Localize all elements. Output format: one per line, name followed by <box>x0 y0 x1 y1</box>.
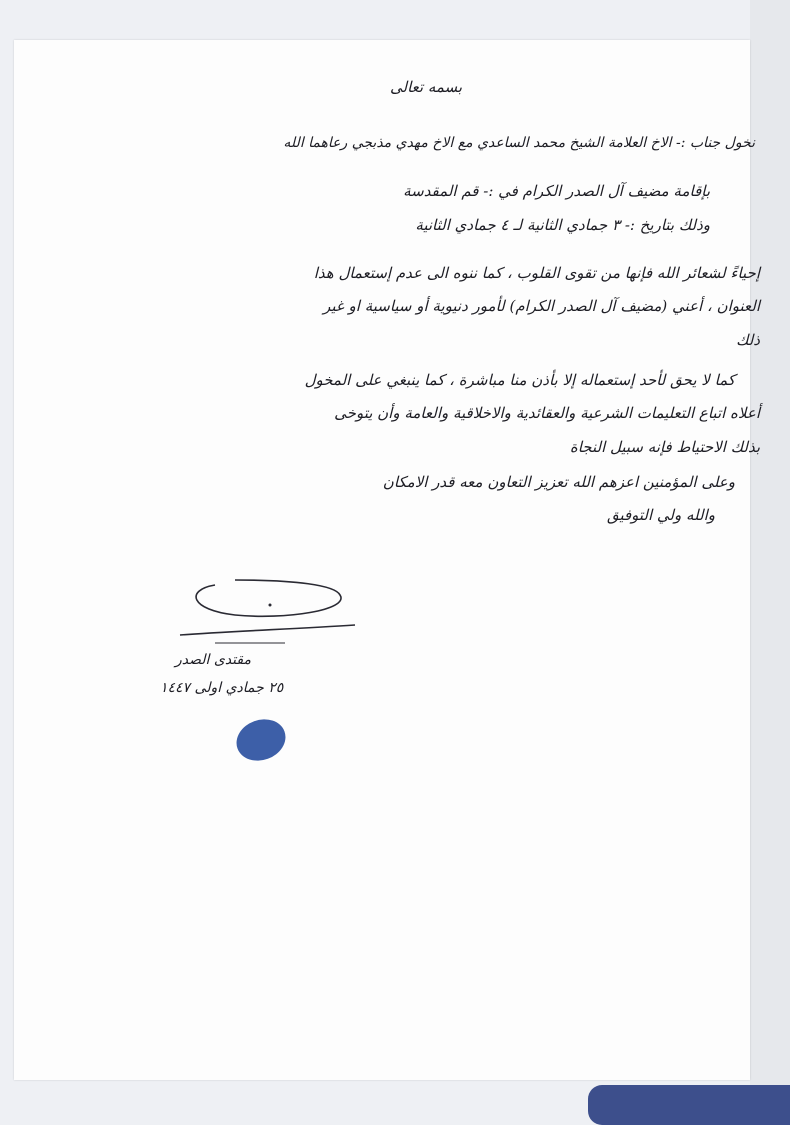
letter-line-11: والله ولي التوفيق <box>606 506 715 524</box>
letter-line-9: بذلك الاحتياط فإنه سبيل النجاة <box>569 438 760 456</box>
letter-line-7: كما لا يحق لأحد إستعماله إلا بأذن منا مباشرة ، كما ينبغي على المخول <box>304 371 735 389</box>
letter-line-3: وذلك بتاريخ :- ٣ جمادي الثانية لـ ٤ جمادي الثانية <box>415 216 710 234</box>
letter-line-6: ذلك <box>736 331 760 349</box>
letter-line-2: بإقامة مضيف آل الصدر الكرام في :- قم المقدسة <box>403 182 710 200</box>
letter-line-1: نخول جناب :- الاخ العلامة الشيخ محمد الساعدي مع الاخ مهدي مذبجي رعاهما الله <box>283 135 755 151</box>
letter-line-8: أعلاه اتباع التعليمات الشرعية والعقائدية والاخلاقية والعامة وأن يتوخى <box>334 404 760 422</box>
letter-line-4: إحياءً لشعائر الله فإنها من تقوى القلوب ، كما ننوه الى عدم إستعمال هذا <box>313 264 760 282</box>
letter-line-5: العنوان ، أعني (مضيف آل الصدر الكرام) لأمور دنيوية أو سياسية او غير <box>323 297 760 315</box>
signature-mark <box>175 565 365 655</box>
floating-action-button[interactable] <box>588 1085 790 1125</box>
letter-line-10: وعلى المؤمنين اعزهم الله تعزيز التعاون معه قدر الامكان <box>382 473 735 491</box>
signature-date: ٢٥ جمادي اولى ١٤٤٧ <box>160 680 284 696</box>
signature-name: مقتدى الصدر <box>175 652 251 668</box>
letter-heading: بسمه تعالى <box>390 78 463 96</box>
viewer-side-panel <box>750 0 790 1100</box>
